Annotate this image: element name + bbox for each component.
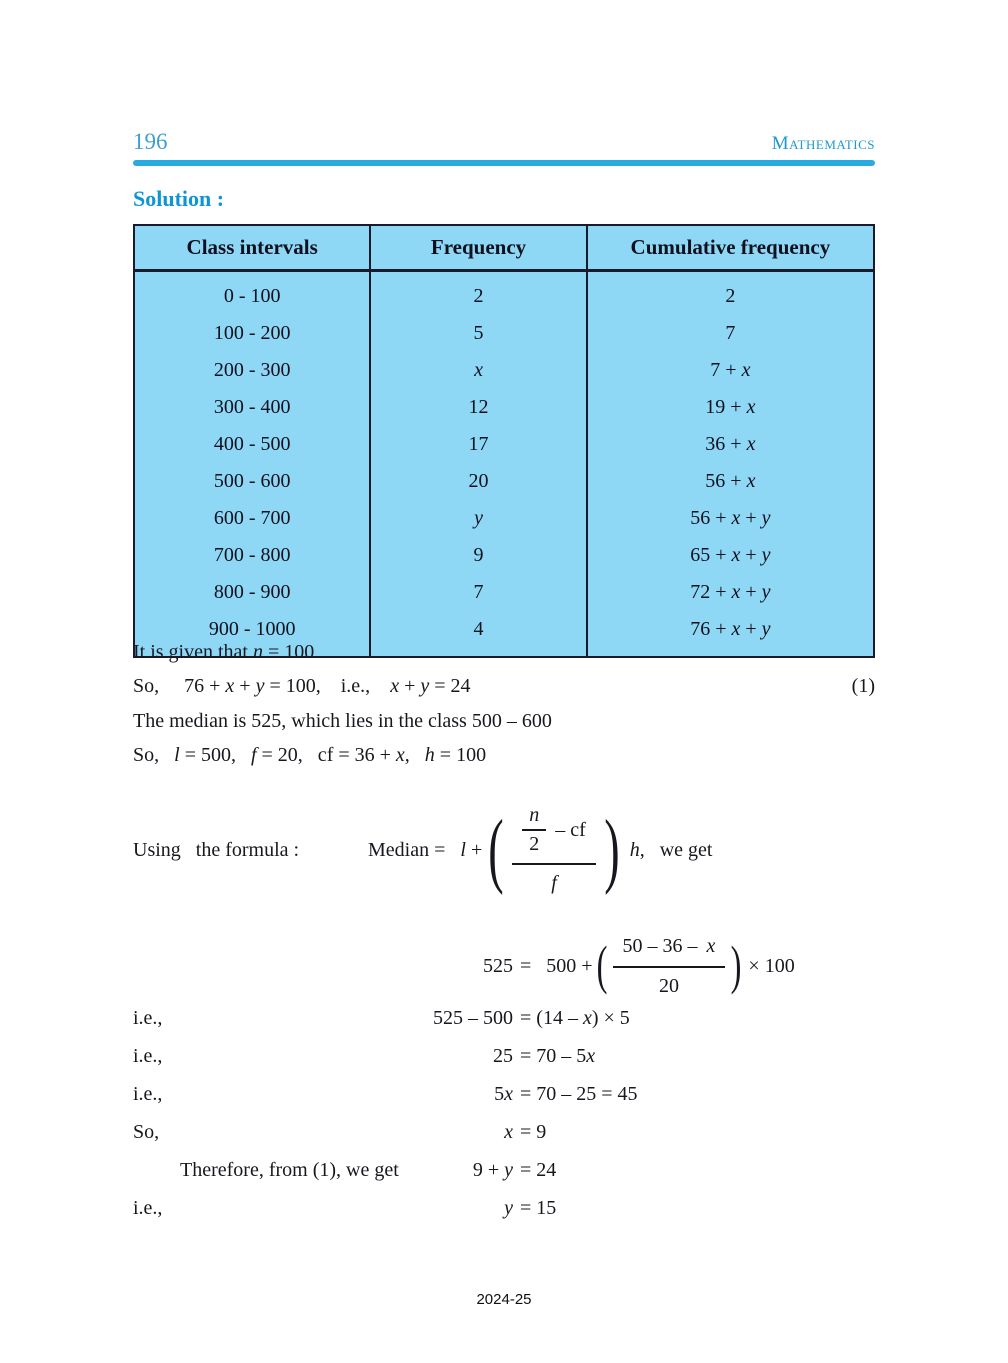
table-row — [134, 315, 874, 352]
table-cell: x — [370, 352, 586, 389]
table-header-cumulative-frequency: Cumulative frequency — [587, 225, 874, 271]
frequency-table — [133, 224, 875, 658]
equation-label: i.e., — [133, 1006, 163, 1029]
table-cell: 100 - 200 — [213, 322, 291, 344]
equation-lhs: 25 — [493, 1044, 513, 1067]
table-cell: 12 — [370, 389, 586, 426]
equation-lhs: 9 + y — [472, 1158, 513, 1181]
solution-heading: Solution : — [133, 186, 225, 211]
median-line: The median is 525, which lies in the class 500 – 600 — [133, 710, 552, 732]
table-body — [134, 271, 874, 658]
table-cell: 2 — [587, 271, 874, 316]
table-row — [134, 426, 874, 463]
table-cell: 0 - 100 — [223, 285, 281, 307]
equation-label: i.e., — [133, 1082, 163, 1105]
subject-title: Mathematics — [771, 133, 875, 154]
table-header-class-intervals: Class intervals — [134, 225, 370, 271]
table-cell: y — [370, 500, 586, 537]
equation-rhs: = 70 – 25 = 45 — [520, 1082, 638, 1105]
equation-lhs: x — [504, 1120, 513, 1143]
table-cell: 500 - 600 — [213, 470, 291, 492]
equation-label: So, — [133, 1120, 160, 1143]
equation-number: (1) — [851, 675, 875, 697]
page-number: 196 — [133, 129, 168, 154]
equation-lhs: y — [504, 1196, 513, 1219]
table-cell: 5 — [370, 315, 586, 352]
eq525-tail: × 100 — [748, 954, 795, 977]
table-cell: 700 - 800 — [213, 544, 291, 566]
table-cell: 900 - 1000 — [208, 618, 296, 640]
table-cell: 300 - 400 — [213, 396, 291, 418]
table-cell: 56 + x + y — [587, 500, 874, 537]
eq525-rhs — [513, 935, 795, 998]
equation-rhs: = (14 – x) × 5 — [520, 1006, 630, 1029]
equation-list — [133, 999, 875, 1227]
median-lead: Median = l + — [368, 838, 483, 861]
table-row — [134, 574, 874, 611]
footer-text: 2024-25 — [476, 1291, 532, 1308]
table-row — [134, 352, 874, 389]
equation-row — [133, 999, 875, 1037]
eq525-fraction — [613, 935, 726, 998]
left-paren: ( — [488, 803, 504, 897]
page-header — [133, 129, 875, 155]
n-over-2-fraction — [522, 805, 546, 855]
minus-cf: – cf — [555, 818, 586, 841]
table-cell: 76 + x + y — [587, 611, 874, 657]
table-cell: 400 - 500 — [213, 433, 291, 455]
right-paren: ) — [731, 935, 742, 996]
table-header-row — [134, 225, 874, 271]
table-cell: 20 — [370, 463, 586, 500]
table-cell: 36 + x — [587, 426, 874, 463]
equation-label: i.e., — [133, 1196, 163, 1219]
given-line: It is given that n = 100 — [133, 641, 315, 663]
header-rule — [133, 160, 875, 166]
fraction-denominator: f — [551, 872, 557, 894]
table-cell: 56 + x — [587, 463, 874, 500]
equation-row — [133, 1189, 875, 1227]
median-formula — [368, 805, 713, 895]
table-cell: 65 + x + y — [587, 537, 874, 574]
table-row — [134, 271, 874, 316]
fraction-numerator — [512, 805, 596, 865]
eq525-lead: = 500 + — [520, 954, 593, 977]
equation-row — [133, 1113, 875, 1151]
right-paren: ) — [604, 803, 620, 897]
eq525-denominator: 20 — [658, 974, 679, 997]
table-row — [134, 463, 874, 500]
table-row — [134, 537, 874, 574]
table-cell: 9 — [370, 537, 586, 574]
equation-label: Therefore, from (1), we get — [180, 1158, 399, 1181]
main-fraction — [512, 805, 596, 895]
frequency-table-wrap — [133, 224, 875, 658]
table-cell: 200 - 300 — [213, 359, 291, 381]
equation-row — [133, 1151, 875, 1189]
equation-rhs: = 15 — [520, 1196, 557, 1219]
table-cell: 800 - 900 — [213, 581, 291, 603]
table-cell: 19 + x — [587, 389, 874, 426]
equation-rhs: = 9 — [520, 1120, 547, 1143]
eq525-numerator: 50 – 36 – x — [613, 935, 726, 968]
equation-row — [133, 1075, 875, 1113]
table-cell: 600 - 700 — [213, 507, 291, 529]
table-cell: 72 + x + y — [587, 574, 874, 611]
eq525-lhs: 525 — [483, 954, 513, 977]
equation-label: i.e., — [133, 1044, 163, 1067]
median-tail: h, we get — [629, 838, 713, 861]
so76-line — [133, 675, 875, 698]
so-values-line: So, l = 500, f = 20, cf = 36 + x, h = 100 — [133, 744, 487, 766]
equation-rhs: = 24 — [520, 1158, 557, 1181]
table-row — [134, 500, 874, 537]
table-cell: 17 — [370, 426, 586, 463]
equation-row — [133, 1037, 875, 1075]
mini-denominator: 2 — [529, 833, 540, 855]
mini-numerator: n — [522, 805, 546, 831]
equation-lhs: 5x — [494, 1082, 513, 1105]
table-cell: 2 — [370, 271, 586, 316]
table-cell: 4 — [370, 611, 586, 657]
eq525-row — [133, 930, 875, 1002]
table-header-frequency: Frequency — [370, 225, 586, 271]
formula-label: Using the formula : — [133, 838, 300, 861]
left-paren: ( — [596, 935, 607, 996]
equation-rhs: = 70 – 5x — [520, 1044, 596, 1067]
table-cell: 7 — [587, 315, 874, 352]
table-cell: 7 + x — [587, 352, 874, 389]
table-cell: 7 — [370, 574, 586, 611]
so76-text: So, 76 + x + y = 100, i.e., x + y = 24 — [133, 675, 471, 697]
median-formula-row — [133, 793, 875, 907]
table-row — [134, 389, 874, 426]
equation-lhs: 525 – 500 — [433, 1006, 513, 1029]
